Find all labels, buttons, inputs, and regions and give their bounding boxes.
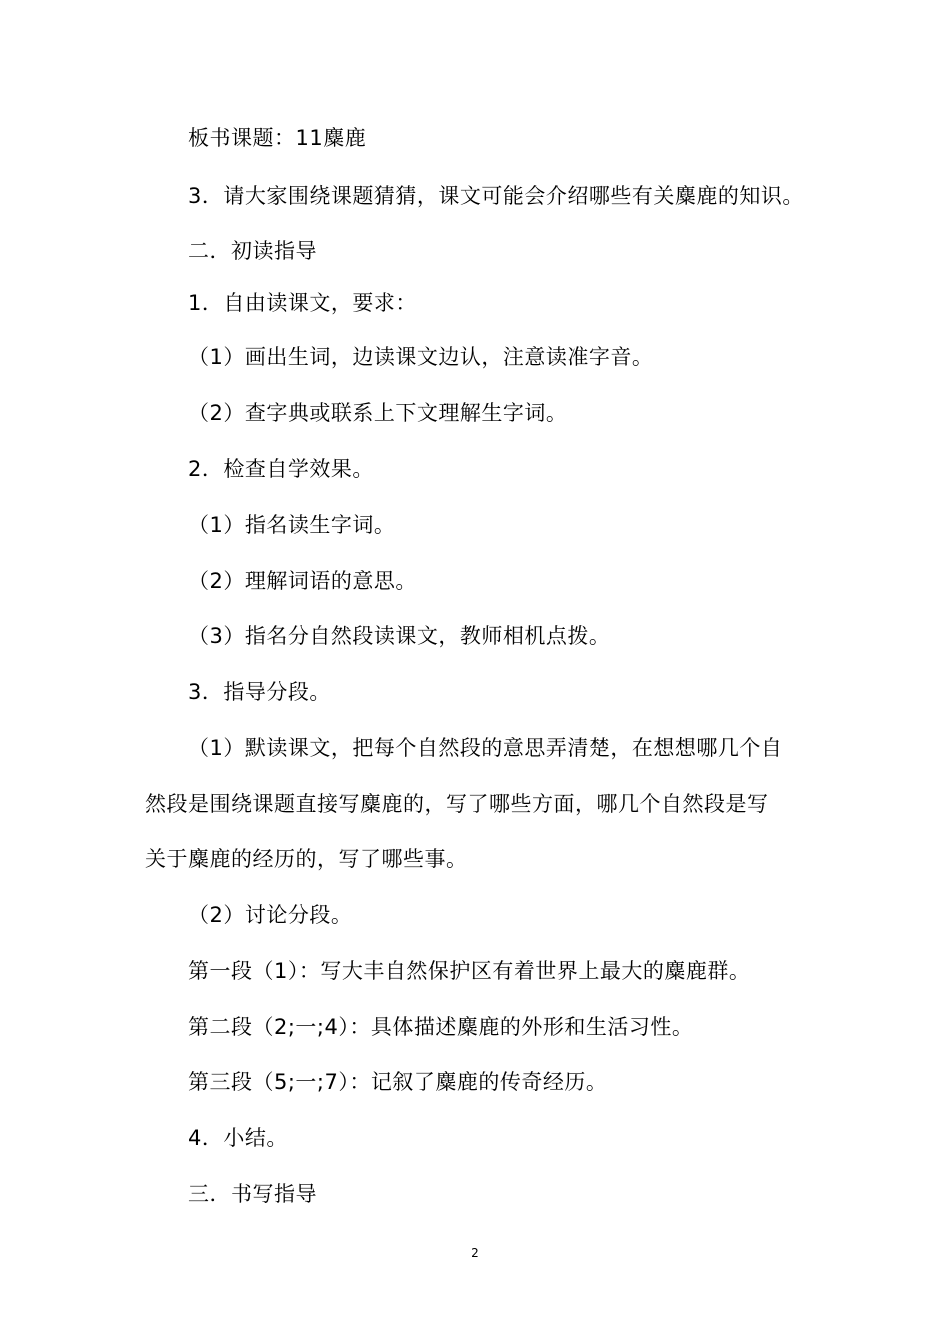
text-line: （2）讨论分段。 — [188, 903, 353, 927]
text-line: 第三段（5;一;7）：记叙了麋鹿的传奇经历。 — [188, 1070, 608, 1094]
text-line: 然段是围绕课题直接写麋鹿的，写了哪些方面，哪几个自然段是写 — [145, 792, 769, 816]
text-line: 1．自由读课文，要求： — [188, 291, 417, 315]
text-line: （2）查字典或联系上下文理解生字词。 — [188, 401, 568, 425]
section-heading: 二．初读指导 — [188, 239, 317, 263]
text-line: 3．请大家围绕课题猜猜，课文可能会介绍哪些有关麋鹿的知识。 — [188, 184, 804, 208]
text-line: （3）指名分自然段读课文，教师相机点拨。 — [188, 624, 611, 648]
text-line: 3．指导分段。 — [188, 680, 331, 704]
section-heading: 三．书写指导 — [188, 1182, 317, 1206]
text-line: 4．小结。 — [188, 1126, 288, 1150]
text-line: （1）指名读生字词。 — [188, 513, 396, 537]
text-line: （1）默读课文，把每个自然段的意思弄清楚，在想想哪几个自 — [188, 736, 783, 760]
text-line: 第二段（2;一;4）：具体描述麋鹿的外形和生活习性。 — [188, 1015, 694, 1039]
text-line: （2）理解词语的意思。 — [188, 569, 417, 593]
text-line: （1）画出生词，边读课文边认，注意读准字音。 — [188, 345, 654, 369]
text-line: 关于麋鹿的经历的，写了哪些事。 — [145, 847, 468, 871]
page-number: 2 — [471, 1246, 479, 1260]
text-line: 板书课题：11麋鹿 — [188, 126, 367, 150]
text-line: 第一段（1）：写大丰自然保护区有着世界上最大的麋鹿群。 — [188, 959, 751, 983]
text-line: 2．检查自学效果。 — [188, 457, 374, 481]
